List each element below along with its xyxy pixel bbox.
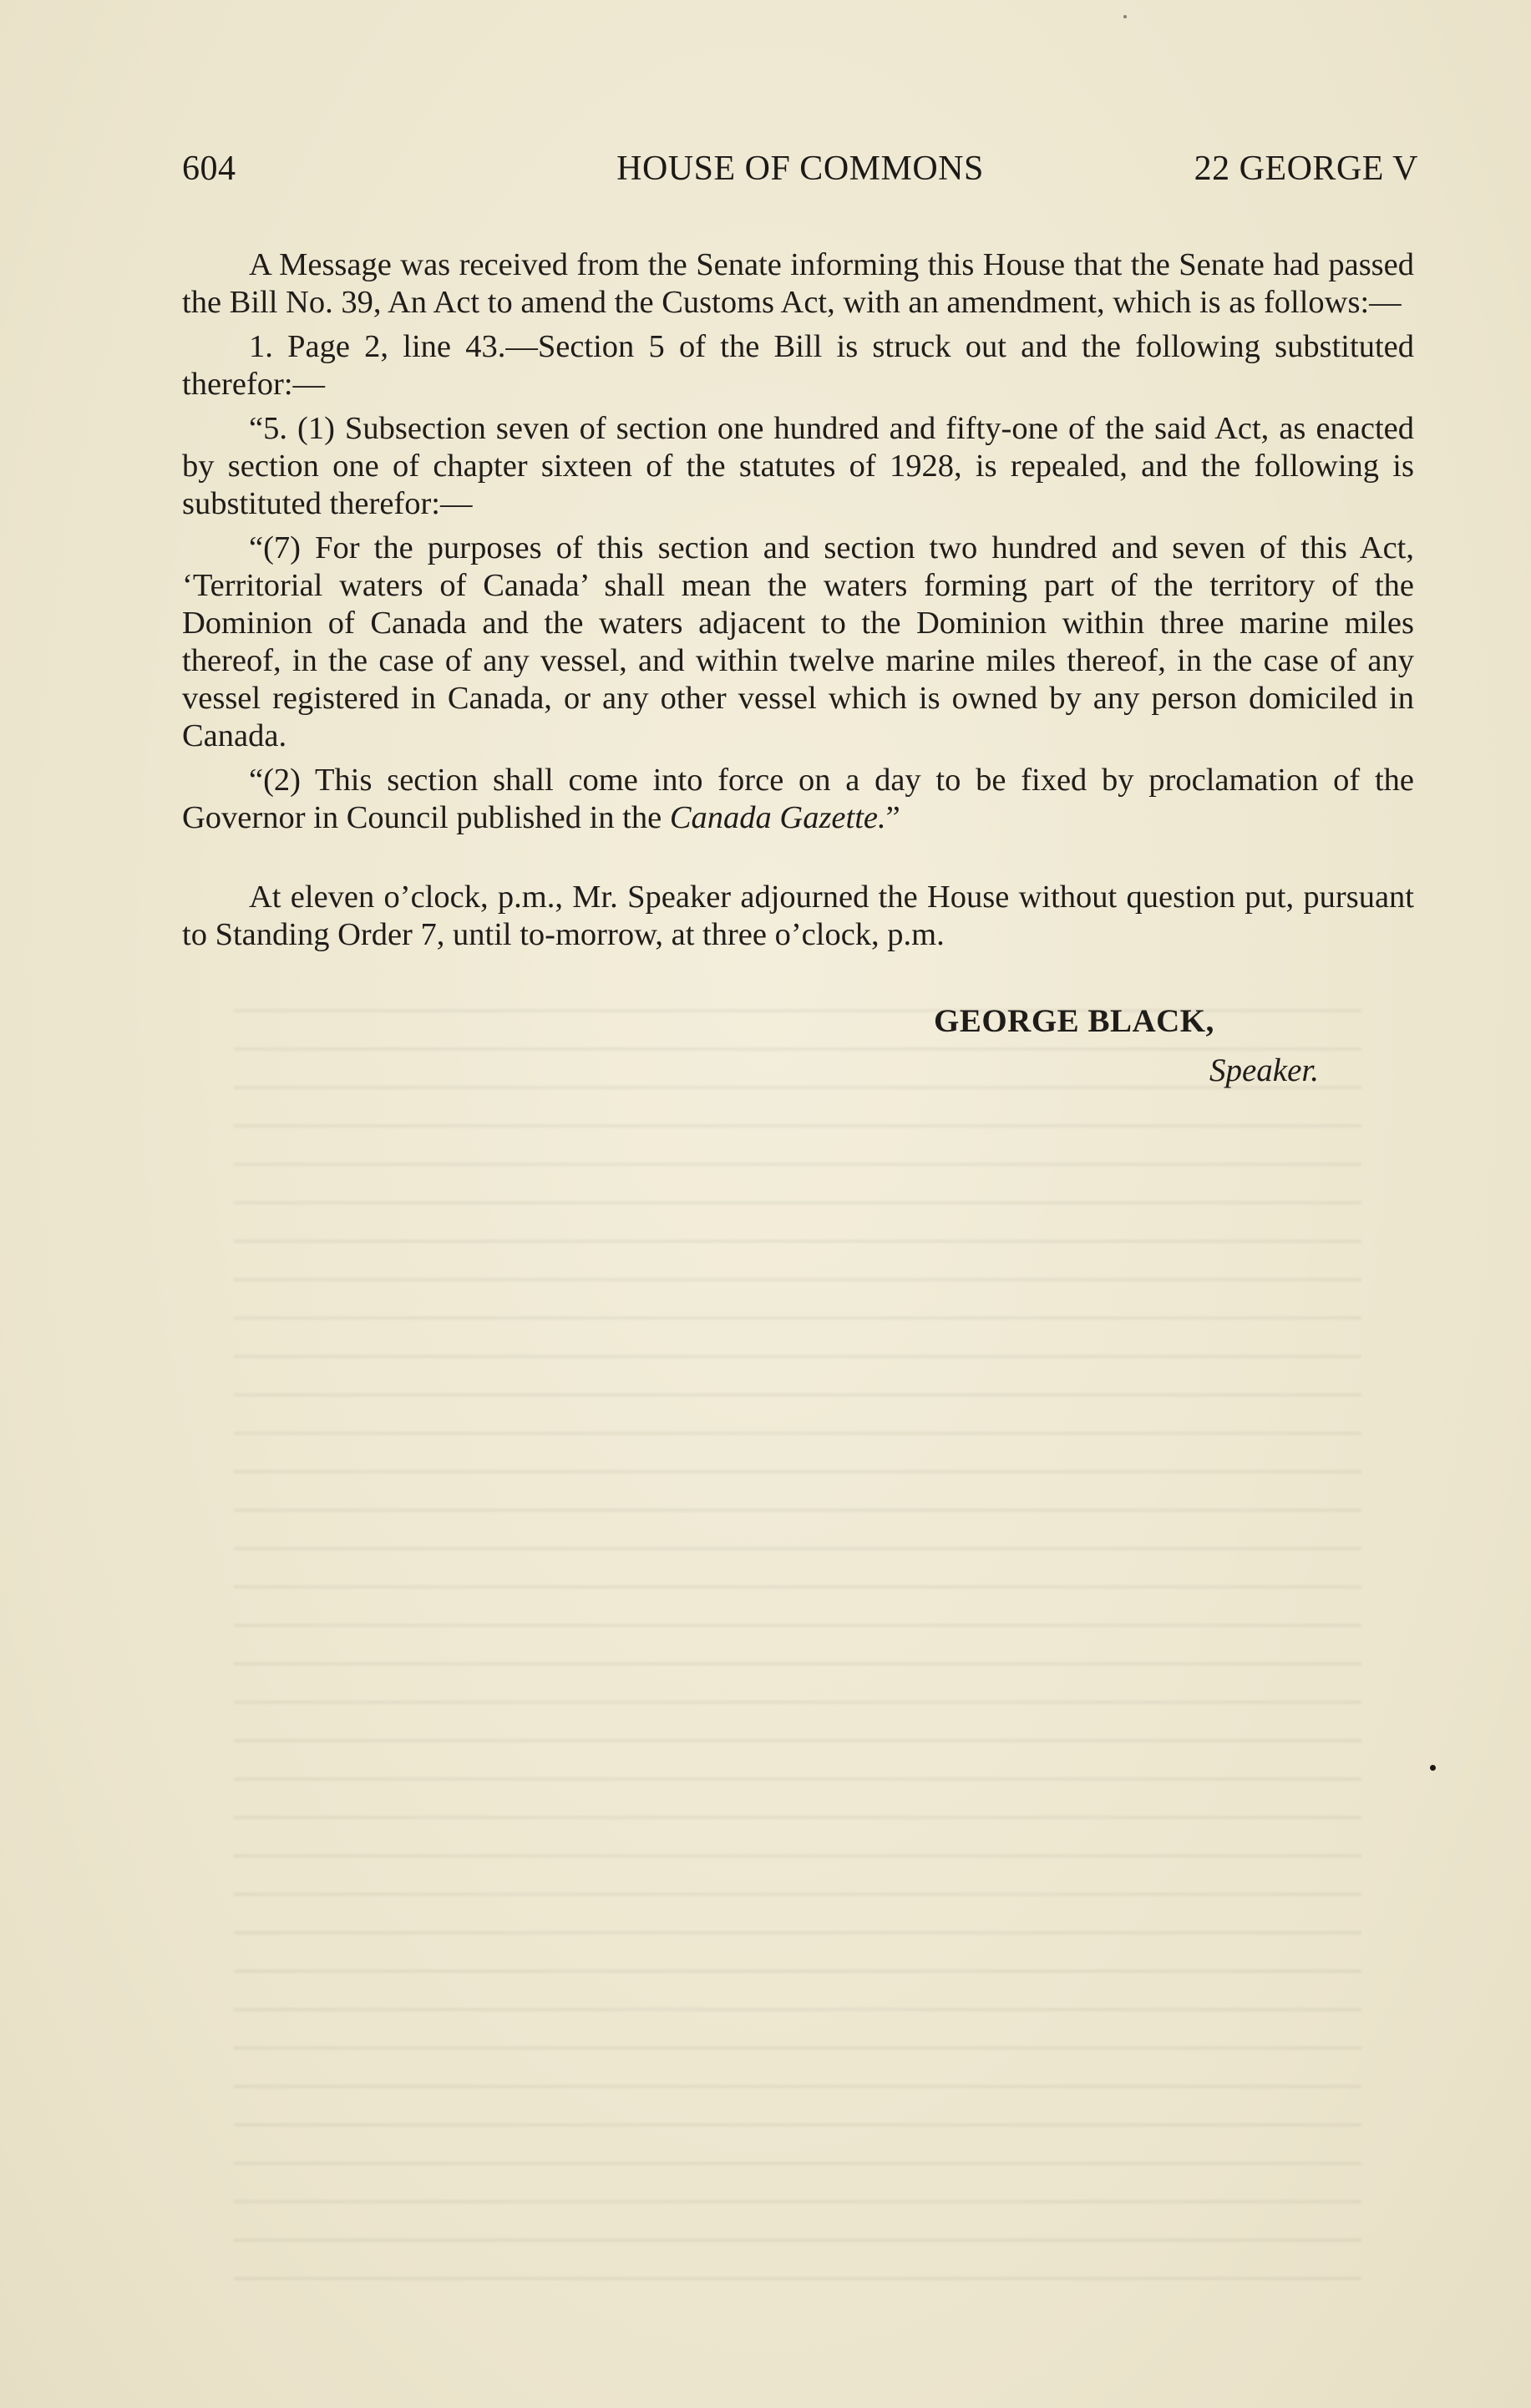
speaker-title: Speaker.	[1209, 1052, 1320, 1088]
gazette-title: Canada Gazette.	[669, 800, 886, 835]
show-through-text	[234, 986, 1361, 2280]
amendment-subsection-1: “5. (1) Subsection seven of section one hundred and fifty-one of the said Act, as enacted by section one of chapter sixteen of the statutes of 1928, is repealed, and the following is substituted therefor:—	[182, 411, 1414, 521]
amendment-subsection-7: “(7) For the purposes of this section and section two hundred and seven of this Act, ‘Territorial waters of Canada’ shall mean the waters forming part of the territory of the Dominion of Canada and the waters adjacent to the Dominion within three marine miles thereof, in the case of any vessel, and within twelve marine miles thereof, in the case of any vessel registered in Canada, or any other vessel which is owned by any person domiciled in Canada.	[182, 530, 1414, 753]
speaker-name: GEORGE BLACK,	[934, 1003, 1214, 1039]
running-head	[182, 149, 1418, 199]
ink-speck	[1430, 1765, 1436, 1771]
journal-entry	[182, 246, 1414, 961]
speaker-signature	[934, 1002, 1351, 1089]
amendment-item-paragraph: 1. Page 2, line 43.—Section 5 of the Bill is struck out and the following substituted therefor:—	[182, 329, 1414, 402]
running-head-title: HOUSE OF COMMONS	[616, 150, 984, 188]
ink-speck	[1123, 15, 1127, 18]
page-number: 604	[182, 150, 236, 188]
subsection-2-text: “(2) This section shall come into force on a day to be fixed by proclamation of the Governor in Council published in the	[182, 763, 1414, 835]
regnal-year: 22 GEORGE V	[1194, 150, 1418, 188]
adjournment-paragraph: At eleven o’clock, p.m., Mr. Speaker adjourned the House without question put, pursuant to Standing Order 7, until to-morrow, at three o’clock, p.m.	[182, 880, 1414, 952]
closing-quote: ”	[885, 800, 900, 835]
senate-message-paragraph: A Message was received from the Senate informing this House that the Senate had passed the Bill No. 39, An Act to amend the Customs Act, with an amendment, which is as follows:—	[182, 247, 1414, 320]
amendment-subsection-2	[182, 762, 1414, 837]
